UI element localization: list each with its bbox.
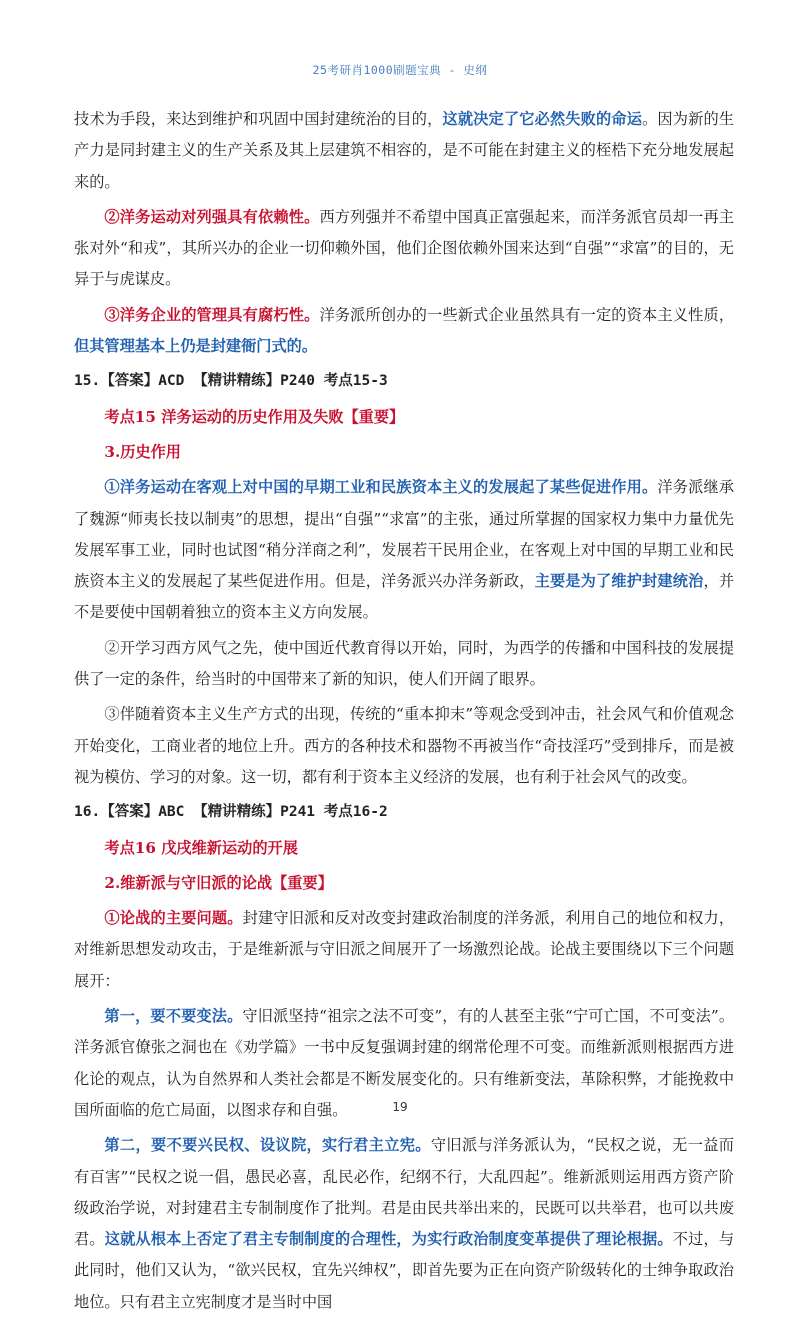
section-heading: 2.维新派与守旧派的论战【重要】 [104, 873, 333, 892]
highlight-text: 第一，要不要变法。 [104, 1007, 243, 1026]
highlight-text: 这就从根本上否定了君主专制制度的合理性，为实行政治制度变革提供了理论根据。 [104, 1230, 673, 1249]
answer-line: 15.【答案】ACD 【精讲精练】P240 考点15-3 [74, 373, 388, 390]
highlight-text: 第二，要不要兴民权、设议院，实行君主立宪。 [104, 1136, 431, 1155]
text-run: 洋务派所创办的一些新式企业虽然具有一定的资本主义性质， [319, 305, 735, 324]
point-heading: ①论战的主要问题。 [104, 909, 243, 928]
highlight-text: ①洋务运动在客观上对中国的早期工业和民族资本主义的发展起了某些促进作用。 [104, 478, 658, 497]
text-run: 不过，与此同时，他们又认为，“欲兴民权，宜先兴绅权”，即首先要为正在向资产阶级转化的士绅争取政治地位。只有君主立宪制度才是当时中国 [74, 1230, 735, 1311]
answer-line: 16.【答案】ABC 【精讲精练】P241 考点16-2 [74, 804, 388, 821]
paragraph: ②开学习西方风气之先，使中国近代教育得以开始，同时，为西学的传播和中国科技的发展提供了一定的条件，给当时的中国带来了新的知识，使人们开阔了眼界。 [74, 638, 734, 689]
page-number: 19 [392, 1100, 408, 1114]
paragraph [74, 472, 734, 628]
text-run: 封建守旧派和反对改变封建政治制度的洋务派，利用自己的地位和权力，对维新思想发动攻击，于是维新派与守旧派之间展开了一场激烈论战。论战主要围绕以下三个问题展开： [74, 909, 735, 990]
section-heading: 3.历史作用 [104, 442, 181, 461]
paragraph [74, 202, 734, 296]
paragraph [74, 1130, 734, 1318]
document-body [74, 104, 734, 1322]
highlight-text: 这就决定了它必然失败的命运 [442, 110, 643, 128]
text-run: 技术为手段，来达到维护和巩固中国封建统治的目的， [74, 110, 443, 128]
text-run: 守旧派与洋务派认为，“民权之说，无一益而有百害”“民权之说一倡，愚民必喜，乱民必作，纪纲不行，大乱四起”。维新派则运用西方资产阶级政治学说，对封建君主专制制度作了批判。君是由民共举出来的，民既可以共举君，也可以共废君。 [74, 1136, 734, 1249]
paragraph: ③伴随着资本主义生产方式的出现，传统的“重本抑末”等观念受到冲击，社会风气和价值观念开始变化，工商业者的地位上升。西方的各种技术和器物不再被当作“奇技淫巧”受到排斥，而是被视为模仿、学习的对象。这一切，都有利于资本主义经济的发展，也有利于社会风气的改变。 [74, 705, 734, 786]
text-run: 。因为新的生产力是同封建主义的生产关系及其上层建筑不相容的，是不可能在封建主义的桎梏下充分地发展起来的。 [74, 110, 735, 191]
text-run: ，并不是要使中国朝着独立的资本主义方向发展。 [74, 572, 735, 622]
point-heading: ③洋务企业的管理具有腐朽性。 [104, 305, 320, 324]
paragraph [74, 903, 734, 997]
text-run: 洋务派继承了魏源“师夷长技以制夷”的思想，提出“自强”“求富”的主张，通过所掌握的国家权力集中力量优先发展军事工业，同时也试图“稍分洋商之利”，发展若干民用企业，在客观上对中国的早期工业和民族资本主义的发展起了某些促进作用。但是，洋务派兴办洋务新政， [74, 478, 735, 591]
highlight-text: 但其管理基本上仍是封建衙门式的。 [74, 337, 317, 356]
text-run: 西方列强并不希望中国真正富强起来，而洋务派官员却一再主张对外“和戎”，其所兴办的企业一切仰赖外国，他们企图依赖外国来达到“自强”“求富”的目的，无异于与虎谋皮。 [74, 207, 735, 289]
highlight-text: 主要是为了维护封建统治 [534, 572, 704, 591]
page-header: 25考研肖1000刷题宝典 - 史纲 [312, 63, 488, 77]
paragraph [74, 300, 734, 363]
text-run: 守旧派坚持“祖宗之法不可变”，有的人甚至主张“宁可亡国，不可变法”。洋务派官僚张之洞也在《劝学篇》一书中反复强调封建的纲常伦理不可变。而维新派则根据西方进化论的观点，认为自然界和人类社会都是不断发展变化的。只有维新变法，革除积弊，才能挽救中国所面临的危亡局面，以图求存和自强。 [74, 1007, 735, 1119]
exam-point-title: 考点16 戊戌维新运动的开展 [104, 838, 298, 857]
paragraph [74, 104, 734, 198]
point-heading: ②洋务运动对列强具有依赖性。 [104, 207, 320, 226]
exam-point-title: 考点15 洋务运动的历史作用及失败【重要】 [104, 407, 405, 426]
